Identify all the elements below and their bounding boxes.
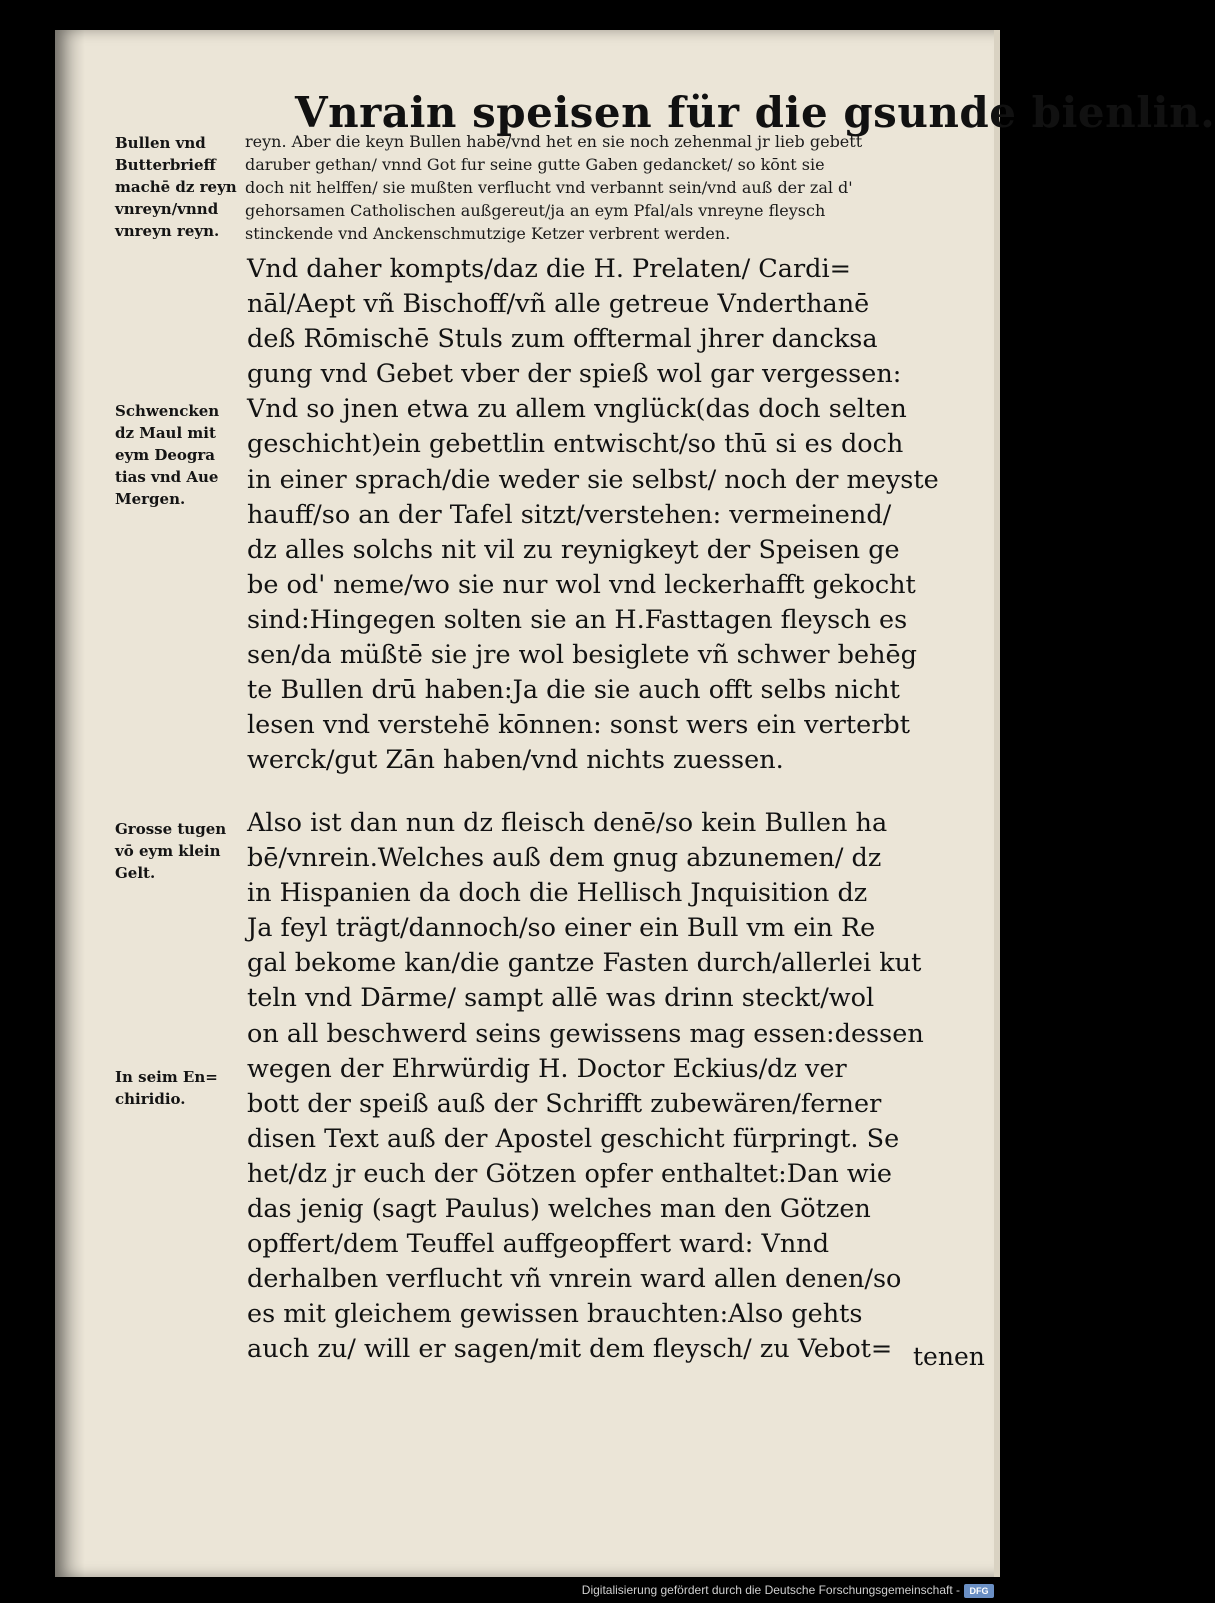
book-page bbox=[55, 30, 1215, 1577]
footer-bar bbox=[0, 1577, 1000, 1603]
margin-note-enchiridio: In seim En= chiridio. bbox=[115, 1068, 218, 1108]
margin-note-bullen: Bullen vnd Butterbrieff machē dz reyn vnreyn/vnnd vnreyn reyn. bbox=[115, 134, 237, 240]
footer-credit: Digitalisierung gefördert durch die Deutsche Forschungsgemeinschaft - bbox=[581, 1583, 960, 1597]
paragraph-2: Also ist dan nun dz fleisch denē/so kein Bullen ha bē/vnrein.Welches auß dem gnug abzunemen/ dz in Hispanien da doch die Hellisch Jnquisition dz Ja feyl trägt/dannoch/so einer ein Bull vm ein Re gal bekome kan/die gantze Fasten durch/allerlei kut teln vnd Dārme/ sampt allē was drinn steckt/wol on all beschwerd seins gewissens mag essen:dessen wegen der Ehrwürdig H. Doctor Eckius/dz ver bott der speiß auß der Schrifft zubewären/ferner disen Text auß der Apostel geschicht fürpringt. Se het/dz jr euch der Götzen opfer enthaltet:Dan wie das jenig (sagt Paulus) welches man den Götzen opffert/dem Teuffel auffgeopffert ward: Vnnd derhalben verflucht vñ vnrein ward allen denen/so es mit gleichem gewissen brauchten:Also gehts auch zu/ will er sagen/mit dem fleysch/ zu Vebot= bbox=[247, 808, 924, 1365]
catchword: tenen bbox=[913, 1342, 985, 1371]
running-title: Vnrain speisen für die gsunde bienlin. bbox=[295, 88, 1215, 137]
intro-text-block: reyn. Aber die keyn Bullen habē/vnd het en sie noch zehenmal jr lieb gebett daruber gethan/ vnnd Got fur seine gutte Gaben gedancket/ so kōnt sie doch nit helffen/ sie mußten verflucht vnd verbannt sein/vnd auß der zal d' gehorsamen Catholischen außgereut/ja an eym Pfal/als vnreyne fleysch stinckende vnd Anckenschmutzige Ketzer verbrent werden. bbox=[245, 132, 863, 243]
paragraph-1: Vnd daher kompts/daz die H. Prelaten/ Cardi= nāl/Aept vñ Bischoff/vñ alle getreue Vnderthanē deß Rōmischē Stuls zum offtermal jhrer dancksa gung vnd Gebet vber der spieß wol gar vergessen: Vnd so jnen etwa zu allem vnglück(das doch selten geschicht)ein gebettlin entwischt/so thū si es doch in einer sprach/die weder sie selbst/ noch der meyste hauff/so an der Tafel sitzt/verstehen: vermeinend/ dz alles solchs nit vil zu reynigkeyt der Speisen ge be od' neme/wo sie nur wol vnd leckerhafft gekocht sind:Hingegen solten sie an H.Fasttagen fleysch es sen/da müßtē sie jre wol besiglete vñ schwer behēg te Bullen drū haben:Ja die sie auch offt selbs nicht lesen vnd verstehē kōnnen: sonst wers ein verterbt werck/gut Zān haben/vnd nichts zuessen. bbox=[247, 254, 939, 776]
margin-note-grosse-tugen: Grosse tugen vō eym klein Gelt. bbox=[115, 820, 227, 882]
page-edge bbox=[994, 30, 1000, 1577]
margin-note-schwencken: Schwencken dz Maul mit eym Deogra tias vnd Aue Mergen. bbox=[115, 402, 220, 508]
dfg-logo-icon: DFG bbox=[964, 1584, 994, 1598]
page-gutter-shadow bbox=[55, 30, 85, 1577]
